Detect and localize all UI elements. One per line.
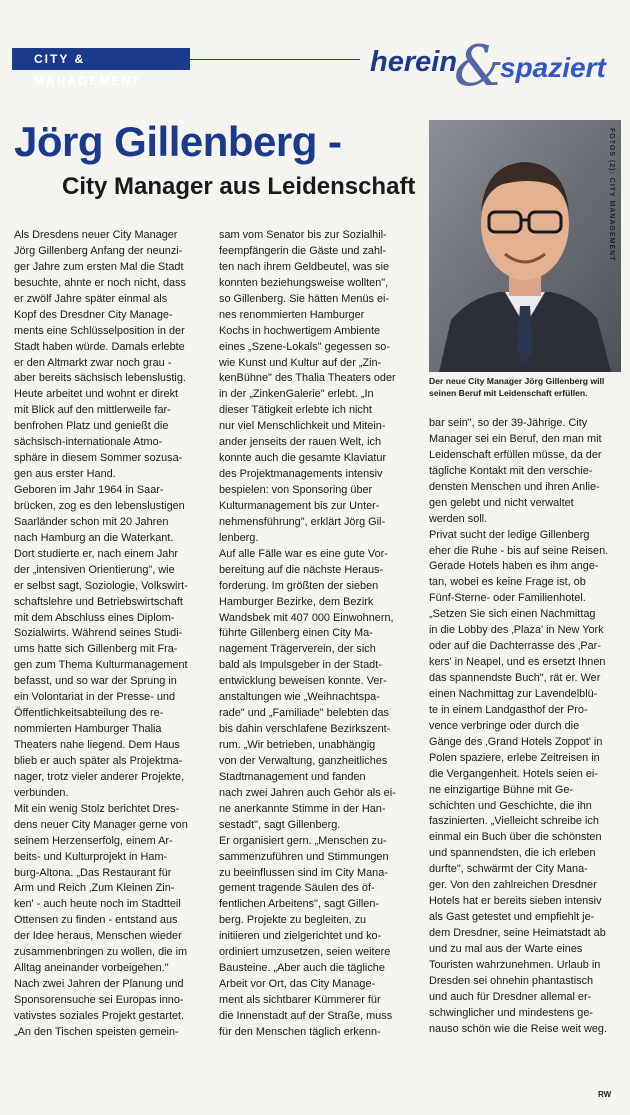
text-line: initiieren und zielgerichtet und ko- xyxy=(219,930,382,943)
text-line: berg. Projekte zu begleiten, zu xyxy=(219,914,367,927)
text-line: sächsisch-internationale Atmo- xyxy=(14,436,163,449)
text-line: so Gillenberg. Sie hätten Menüs ei- xyxy=(219,292,390,305)
text-line: Leidenschaft erfüllen müsse, da der xyxy=(429,448,602,461)
text-line: gen aus erster Hand. xyxy=(14,468,116,481)
text-line: Bausteine. „Aber auch die tägliche xyxy=(219,962,385,975)
text-line: oder auf die Dachterrasse des ‚Par- xyxy=(429,640,601,653)
text-line: ment als sichtbarer Kümmerer für xyxy=(219,994,381,1006)
text-line: te in einem Landgasthof der Pro- xyxy=(429,703,588,716)
text-line: ten nach ihrem Geldbeutel, was sie xyxy=(219,260,390,273)
text-line: in die Lobby des ‚Plaza' in New York xyxy=(429,624,604,637)
text-line: dieser Tätigkeit erlebte ich nicht xyxy=(219,404,372,417)
text-line: Als Dresdens neuer City Manager xyxy=(14,229,178,241)
text-line: Arbeit vor Ort, das City Manage- xyxy=(219,978,376,991)
text-line: Er organisiert gern. „Menschen zu- xyxy=(219,834,387,847)
text-line: als Gast getestet und empfiehlt je- xyxy=(429,911,595,924)
text-line: und zu mal aus der Warte eines xyxy=(429,942,583,955)
text-line: brücken, zog es den lebenslustigen xyxy=(14,499,185,512)
text-line: der Idee heraus, Menschen wieder xyxy=(14,930,182,943)
text-line: des Projektmanagements intensiv xyxy=(219,468,383,481)
text-line: Öffentlichkeitsabteilung des re- xyxy=(14,707,164,720)
text-line: dens neuer City Manager gerne von xyxy=(14,818,188,831)
text-line: sammenzuführen und Stimmungen xyxy=(219,850,389,863)
text-line: er selbst sagt, Soziologie, Volkswirt- xyxy=(14,579,188,592)
text-line: Saarländer schon mit 20 Jahren xyxy=(14,515,169,528)
text-line: beits- und Kulturprojekt in Ham- xyxy=(14,850,168,863)
text-line: Dort studierte er, nach einem Jahr xyxy=(14,547,179,560)
text-line: einmal ein Buch über die schönsten xyxy=(429,831,602,844)
brand-ampersand: & xyxy=(454,34,504,99)
text-line: Hotels hat er bereits sieben intensiv xyxy=(429,895,602,908)
text-line: nach Hamburg an die Waterkant. xyxy=(14,531,174,544)
text-line: vence verbringe oder durch die xyxy=(429,719,580,732)
text-line: bis dahin verschlafene Bezirkszent- xyxy=(219,723,391,736)
text-line: schaftslehre und Betriebswirtschaft xyxy=(14,595,183,608)
text-line: ger. Von den zahlreichen Dresdner xyxy=(429,879,597,892)
brand-word-herein: herein xyxy=(370,46,458,78)
text-line: fentlichen Arbeitens", sagt Gillen- xyxy=(219,898,380,911)
text-line: Kulturmanagement bis zur Unter- xyxy=(219,499,380,512)
text-line: nagement Trägerverein, der sich xyxy=(219,643,376,656)
text-line: schwinglicher und mindestens ge- xyxy=(429,1006,594,1019)
text-line: Sozialwirts. Während seines Studi- xyxy=(14,627,183,640)
text-line: konnte auch die gesamte Klaviatur xyxy=(219,452,387,465)
author-signature: RW xyxy=(598,1090,612,1099)
text-line: sestadt", sagt Gillenberg. xyxy=(219,818,341,831)
text-line: nager, trotz vieler anderer Projekte, xyxy=(14,770,185,783)
text-line: nur viel Menschlichkeit und Mitein- xyxy=(219,420,386,433)
text-line: befasst, und so war der Sprung in xyxy=(14,675,177,688)
text-line: ken' - auch heute noch im Stadtteil xyxy=(14,898,181,911)
text-line: rade" und „Familiade" belebten das xyxy=(219,707,389,720)
text-line: sam vom Senator bis zur Sozialhil- xyxy=(219,229,387,241)
text-line: ander jenseits der rauen Welt, ich xyxy=(219,436,382,449)
text-line: nommierten Hamburger Thalia xyxy=(14,723,162,736)
text-line: benfrohen Platz und genießt die xyxy=(14,420,169,433)
text-line: burg-Altona. „Das Restaurant für xyxy=(14,866,172,879)
portrait-illustration xyxy=(429,120,621,372)
photo-caption xyxy=(429,375,623,399)
text-line: ne einzigartige Bühne mit Ge- xyxy=(429,783,574,796)
photo-credit: FOTOS (2): CITY MANAGEMENT xyxy=(608,128,615,262)
article-column-2 xyxy=(219,228,396,1041)
header-rule xyxy=(190,59,360,60)
text-line: rum. „Wir betrieben, unabhängig xyxy=(219,739,376,751)
text-line: gen gelebt und nicht verwaltet xyxy=(429,496,574,509)
text-line: Touristen wahrzunehmen. Urlaub in xyxy=(429,958,601,971)
text-line: entwicklung beweisen konnte. Ver- xyxy=(219,675,387,688)
text-line: aber bereits sächsisch lebenslustig. xyxy=(14,372,186,385)
text-line: Manager sei ein Beruf, den man mit xyxy=(429,432,602,445)
text-line: für den Menschen täglich erkenn- xyxy=(219,1025,381,1038)
text-line: bar sein", so der 39-Jährige. City xyxy=(429,417,588,429)
text-line: nauso schön wie die Reise weit weg. xyxy=(429,1022,607,1035)
text-line: führte Gillenberg einen City Ma- xyxy=(219,627,373,640)
text-line: Wandsbek mit 407 000 Einwohnern, xyxy=(219,611,394,624)
text-line: „An den Tischen speisten gemein- xyxy=(14,1025,179,1038)
text-line: mit Blick auf den mittlerweile far- xyxy=(14,404,171,417)
text-line: Stadtmanagement und fanden xyxy=(219,770,366,783)
text-line: Stadt haben würde. Damals erlebte xyxy=(14,340,185,353)
text-line: in der „ZinkenGalerie" erlebt. „In xyxy=(219,388,374,401)
text-line: bald als Impulsgeber in der Stadt- xyxy=(219,659,382,672)
text-line: blieb er auch später als Projektma- xyxy=(14,754,183,767)
text-line: ger Jahre zum ersten Mal die Stadt xyxy=(14,260,184,273)
text-line: Auf alle Fälle war es eine gute Vor- xyxy=(219,547,388,560)
text-line: Geboren im Jahr 1964 in Saar- xyxy=(14,484,164,496)
text-line: eines „Szene-Lokals" gegessen so- xyxy=(219,340,390,353)
text-line: Arm und Reich ‚Zum Kleinen Zin- xyxy=(14,882,175,895)
text-line: sphäre in diesem Sommer sozusa- xyxy=(14,452,183,465)
text-line: werden soll. xyxy=(429,512,488,525)
text-line: gement tragende Säulen des öf- xyxy=(219,882,375,895)
text-line: kers' in Neapel, und es ersetzt Ihnen xyxy=(429,656,606,669)
text-line: Nach zwei Jahren der Planung und xyxy=(14,978,184,991)
brand-word-spaziert: spaziert xyxy=(500,52,606,83)
text-line: das spannendste Buch", rät er. Wer xyxy=(429,672,601,684)
text-line: Kochs in hochwertigem Ambiente xyxy=(219,324,381,337)
text-line: zusammenbringen zu wollen, die im xyxy=(14,946,188,959)
text-line: tan, wobei es keine Frage ist, ob xyxy=(429,576,586,589)
section-label: CITY & MANAGEMENT xyxy=(12,48,190,70)
text-line: Gänge des ‚Grand Hotels Zoppot' in xyxy=(429,735,603,748)
text-line: bespielen: von Sponsoring über xyxy=(219,484,373,496)
text-line: Privat sucht der ledige Gillenberg xyxy=(429,528,590,541)
text-line: faszinierten. „Vielleicht schreibe ich xyxy=(429,815,599,828)
text-line: zu beeinflussen sind im City Mana- xyxy=(219,866,388,879)
text-line: Fünf-Sterne- oder Familienhotel. xyxy=(429,592,586,605)
text-line: nes renommierten Hamburger xyxy=(219,308,365,321)
text-line: die Vergangenheit. Hotels seien ei- xyxy=(429,767,598,780)
text-line: wie Kunst und Kultur auf der „Zin- xyxy=(219,356,382,369)
text-line: ne anerkannte Stimme in der Han- xyxy=(219,802,386,815)
text-line: konnten beziehungsweise wollten", xyxy=(219,276,389,289)
text-line: von der Verwaltung, ganzheitliches xyxy=(219,754,388,767)
text-line: besuchte, ahnte er noch nicht, dass xyxy=(14,276,186,289)
text-line: forderung. Im größten der sieben xyxy=(219,579,379,592)
text-line: gen zum Thema Kulturmanagement xyxy=(14,659,188,672)
text-line: er den Altmarkt zwar noch grau - xyxy=(14,356,172,369)
text-line: er zwölf Jahre später einmal als xyxy=(14,292,168,305)
text-line: Hamburger Bezirke, dem Bezirk xyxy=(219,595,374,608)
caption-line: seinen Beruf mit Leidenschaft erfüllen. xyxy=(429,388,588,398)
article-title: Jörg Gillenberg - xyxy=(14,118,342,165)
text-line: feempfängerin die Gäste und zahl- xyxy=(219,244,387,257)
text-line: nehmensführung", erklärt Jörg Gil- xyxy=(219,515,386,528)
text-line: ordiniert umzusetzen, seien weitere xyxy=(219,946,391,959)
text-line: Alltag aneinander vorbeigehen." xyxy=(14,962,169,975)
text-line: schichten und Geschichte, die ihn xyxy=(429,799,592,812)
text-line: der „intensiven Orientierung", wie xyxy=(14,563,175,576)
text-line: verbunden. xyxy=(14,786,69,799)
text-line: Kopf des Dresdner City Manage- xyxy=(14,308,173,321)
text-line: einen Nachmittag zur Lavendelblü- xyxy=(429,687,598,700)
text-line: und auch für Dresdner allemal er- xyxy=(429,990,592,1003)
text-line: dem Dresdner, seine Heimatstadt ab xyxy=(429,927,606,939)
text-line: kenBühne" des Thalia Theaters oder xyxy=(219,372,396,385)
text-line: anstaltungen wie „Weihnachtspa- xyxy=(219,691,380,704)
text-line: Mit ein wenig Stolz berichtet Dres- xyxy=(14,802,180,815)
text-line: Dresden sei ohnehin phantastisch xyxy=(429,974,594,987)
text-line: mit dem Abschluss eines Diplom- xyxy=(14,611,175,624)
caption-line: Der neue City Manager Jörg Gillenberg will xyxy=(429,376,605,386)
text-line: tägliche Kontakt mit den verschie- xyxy=(429,464,593,477)
text-line: durfte", schwärmt der City Mana- xyxy=(429,863,588,876)
text-line: eher die Ruhe - bis auf seine Reisen. xyxy=(429,544,609,557)
text-line: „Setzen Sie sich einen Nachmittag xyxy=(429,608,596,621)
text-line: densten Menschen und ihren Anlie- xyxy=(429,480,600,493)
article-column-3 xyxy=(429,416,608,1038)
portrait-photo xyxy=(429,120,621,372)
text-line: Sponsorensuche sei Europas inno- xyxy=(14,994,184,1006)
text-line: Jörg Gillenberg Anfang der neunzi- xyxy=(14,244,183,257)
text-line: die Innenstadt auf der Straße, muss xyxy=(219,1009,393,1022)
text-line: und spannendsten, die ich erleben xyxy=(429,847,596,860)
text-line: Gerade Hotels haben es ihm ange- xyxy=(429,560,599,573)
brand-logo xyxy=(362,34,624,99)
text-line: nach zwei Jahren auch Gehör als ei- xyxy=(219,786,396,799)
text-line: ums hatte sich Gillenberg mit Fra- xyxy=(14,643,178,656)
text-line: ein Volontariat in der Presse- und xyxy=(14,691,176,704)
text-line: Ottensen zu finden - entstand aus xyxy=(14,914,178,927)
text-line: lenberg. xyxy=(219,531,259,544)
text-line: vativstes soziales Projekt gestartet. xyxy=(14,1009,185,1022)
article-subtitle: City Manager aus Leidenschaft xyxy=(62,173,416,200)
text-line: seinem Herzenserfolg, einem Ar- xyxy=(14,834,173,847)
text-line: Heute arbeitet und wohnt er direkt xyxy=(14,388,179,401)
text-line: Polen spaziere, erlebe Zeitreisen in xyxy=(429,751,600,764)
article-column-1 xyxy=(14,228,188,1041)
text-line: ments eine Schlüsselposition in der xyxy=(14,324,185,337)
text-line: bereitung auf die nächste Heraus- xyxy=(219,563,384,576)
text-line: Theaters nahe liegend. Dem Haus xyxy=(14,739,180,751)
